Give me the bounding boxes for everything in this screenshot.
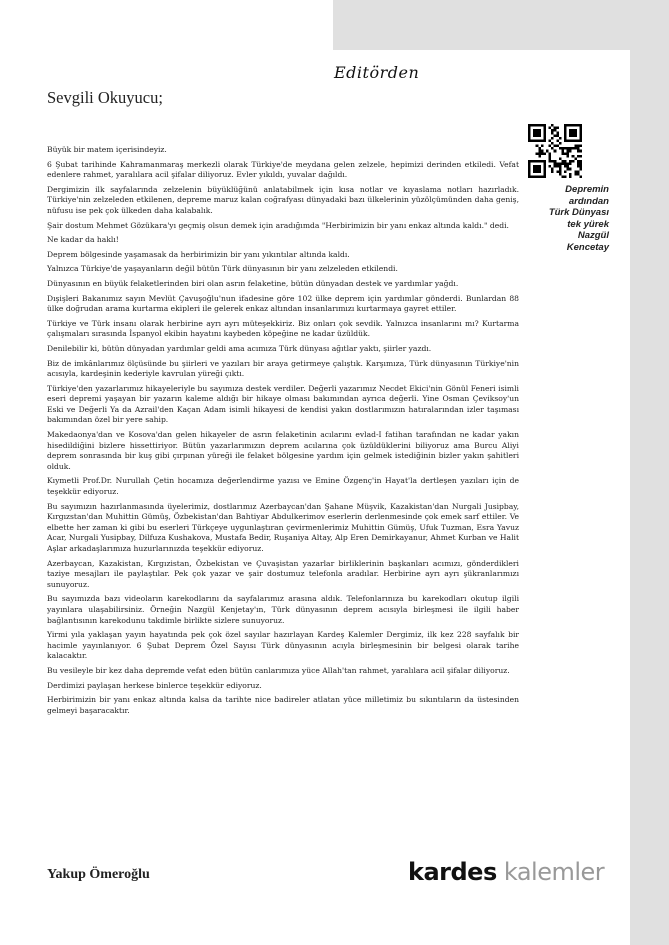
paragraph: Ne kadar da haklı! bbox=[47, 235, 119, 245]
paragraph: Makedaonya'dan ve Kosova'dan gelen hikayeler de asrın felaketinin acılarını evlad-I fatihan tarafından ne kadar yakın hisedildiğini bizlere hissettiriyor. Bütün yazarlarımızın deprem acılarına çok üzüldüklerini biliyoruz ama Burcu Aliyi deprem sonrasında bir kuş gibi çırpınan yüreği ile felaket bölgesine yardım için gelmek istediğinin bizler yakın şahitleri olduk. bbox=[47, 430, 519, 471]
caption-line: Türk Dünyası bbox=[548, 207, 609, 219]
gray-background-right bbox=[630, 50, 669, 945]
logo-part1: kardes bbox=[408, 858, 497, 886]
qr-code-icon bbox=[527, 124, 583, 178]
caption-line: ardından bbox=[568, 195, 609, 207]
paragraph: Herbirimizin bir yanı enkaz altında kalsa da tarihte nice badireler atlatan yüce milletimiz bu sıkıntıların da üstesinden gelmeyi başaracaktır. bbox=[47, 695, 519, 715]
paragraph: Bu sayımızda bazı videoların karekodlarını da sayfalarımız arasına aldık. Telefonlarınıza bu karekodları okutup ilgili yayınlara ulaşabilirsiniz. Örneğin Nazgül Kenjetay'ın, Türk dünyasının deprem acısıyla birleşmesi ile ilgili haber bağlantısının karekodunu takdimle birlikte sizlere sunuyoruz. bbox=[47, 594, 519, 625]
paragraph: Denilebilir ki, bütün dünyadan yardımlar geldi ama acımıza Türk dünyası ağıtlar yaktı, şiirler yazdı. bbox=[47, 343, 432, 353]
caption-line: tek yürek bbox=[567, 218, 609, 230]
qr-caption bbox=[515, 184, 609, 254]
caption-line: Nazgül bbox=[577, 230, 609, 242]
paragraph: Dışişleri Bakanımız sayın Mevlüt Çavuşoğlu'nun ifadesine göre 102 ülke deprem için yardımlar gönderdi. Bunlardan 88 ülke doğrudan arama kurtarma ekipleri ile gelerek enkaz altından insanlarımızı kurtarmaya gayret ettiler. bbox=[47, 293, 519, 314]
paragraph: Dünyasının en büyük felaketlerinden biri olan asrın felaketine, bütün dünyadan destek ve yardımlar yağdı. bbox=[47, 278, 459, 288]
paragraph: 6 Şubat tarihinde Kahramanmaraş merkezli olarak Türkiye'de meydana gelen zelzele, hepimizi derinden etkiledi. Vefat edenlere rahmet, yaralılara acil şifalar diliyoruz. Evler yıkıldı, yuvalar dağıldı. bbox=[47, 159, 519, 180]
letter-body bbox=[47, 145, 519, 720]
paragraph: Yalnızca Türkiye'de yaşayanların değil bütün Türk dünyasının bir yanı zelzeleden etkilendi. bbox=[47, 264, 398, 274]
caption-line: Depremin bbox=[565, 184, 609, 195]
kardes-kalemler-logo bbox=[408, 858, 604, 886]
paragraph: Türkiye'den yazarlarımız hikayeleriyle bu sayımıza destek verdiler. Değerli yazarımız Necdet Ekici'nin Gönül Feneri isimli eseri depremi yaşayan bir yazarın kaleme aldığı bir hikaye olması bakımından ayrıca değerli. Yine Osman Çeviksoy'un Eski ve Değerli Ya da Azrail'den Kaçan Adam isimli hikayesi de kendisi yakın dostlarımızın hatıralarından izler taşıması bakımından özel bir yere sahip. bbox=[47, 383, 519, 425]
paragraph: Derdimizi paylaşan herkese binlerce teşekkür ediyoruz. bbox=[47, 680, 262, 690]
paragraph: Deprem bölgesinde yaşamasak da herbirimizin bir yanı yıkıntılar altında kaldı. bbox=[47, 249, 350, 259]
paragraph: Bu vesileyle bir kez daha depremde vefat eden bütün canlarımıza yüce Allah'tan rahmet, yaralılara acil şifalar diliyoruz. bbox=[47, 665, 510, 675]
paragraph: Kıymetli Prof.Dr. Nurullah Çetin hocamıza değerlendirme yazısı ve Emine Özgenç'in Hayat'la dertleşen yazıları için de teşekkür ediyoruz. bbox=[47, 476, 519, 497]
paragraph: Yirmi yıla yaklaşan yayın hayatında pek çok özel sayılar hazırlayan Kardeş Kalemler Dergimiz, ilk kez 228 sayfalık bir hacimle yayınlanıyor. 6 Şubat Deprem Özel Sayısı Türk dünyasının acıyla birleşmesinin bir belgesi olarak tarihe kalacaktır. bbox=[47, 630, 519, 661]
section-title: Editörden bbox=[334, 63, 420, 82]
greeting-heading: Sevgili Okuyucu; bbox=[47, 88, 163, 107]
signature: Yakup Ömeroğlu bbox=[47, 867, 150, 882]
paragraph: Biz de imkânlarımız ölçüsünde bu şiirleri ve yazıları bir araya getirmeye çalıştık. Karşımıza, Türk dünyasının Türkiye'nin acısıyla, kardeşinin kederiyle kavrulan yüreği çıktı. bbox=[47, 358, 519, 379]
gray-background-top bbox=[333, 0, 669, 50]
logo-part2: kalemler bbox=[503, 858, 605, 886]
paragraph: Dergimizin ilk sayfalarında zelzelenin büyüklüğünü anlatabilmek için kısa notlar ve kıyaslama notları hazırladık. Türkiye'nin zelzeleden etkilenen, depreme maruz kalan coğrafyası dünyadaki bazı ülkelerinin yüzölçümünden daha geniş, nüfusu ise pek çok ülkeden daha kalabalık. bbox=[47, 184, 519, 215]
paragraph: Şair dostum Mehmet Gözükara'yı geçmiş olsun demek için aradığımda "Herbirimizin bir yanı enkaz altında kaldı." dedi. bbox=[47, 220, 509, 230]
paragraph: Azerbaycan, Kazakistan, Kırgızistan, Özbekistan ve Çuvaşistan yazarlar birliklerinin başkanları acımızı, gönderdikleri taziye mesajları ile paylaştılar. Pek çok yazar ve şair dostumuz telefonla aradılar. Herbirine ayrı ayrı şükranlarımızı sunuyoruz. bbox=[47, 558, 519, 589]
paragraph: Bu sayımızın hazırlanmasında üyelerimiz, dostlarımız Azerbaycan'dan Şahane Müşvik, Kazakistan'dan Nurgali Jusipbay, Kırgızstan'dan Muhittin Gümüş, Özbekistan'dan Bahtiyar Abdulkerimov eserlerin derlenmesinde çok emek sarf ettiler. Ve elbette her zaman ki gibi bu eserleri Türkçeye uygunlaştıran çevirmenlerimiz Muhittin Gümüş, Ufuk Tuzman, Esra Yavuz Acar, Nurgali Yusipbay, Dilfuza Kushakova, Mustafa Bedir, Ruşaniya Altay, Alp Eren Demirkayanur, Ahmet Kurban ve Halit Aşlar arkadaşlarımıza huzurlarınızda teşekkür ediyoruz. bbox=[47, 501, 519, 553]
paragraph: Türkiye ve Türk insanı olarak herbirine ayrı ayrı müteşekkiriz. Biz onları çok sevdik. Yalnızca insanlarını mı? Kurtarma çalışmaları sırasında İspanyol ekibin hayatını kaybeden köpeğine ne kadar üzüldük. bbox=[47, 318, 519, 339]
caption-line: Kencetay bbox=[566, 241, 609, 253]
paragraph: Büyük bir matem içerisindeyiz. bbox=[47, 145, 167, 154]
